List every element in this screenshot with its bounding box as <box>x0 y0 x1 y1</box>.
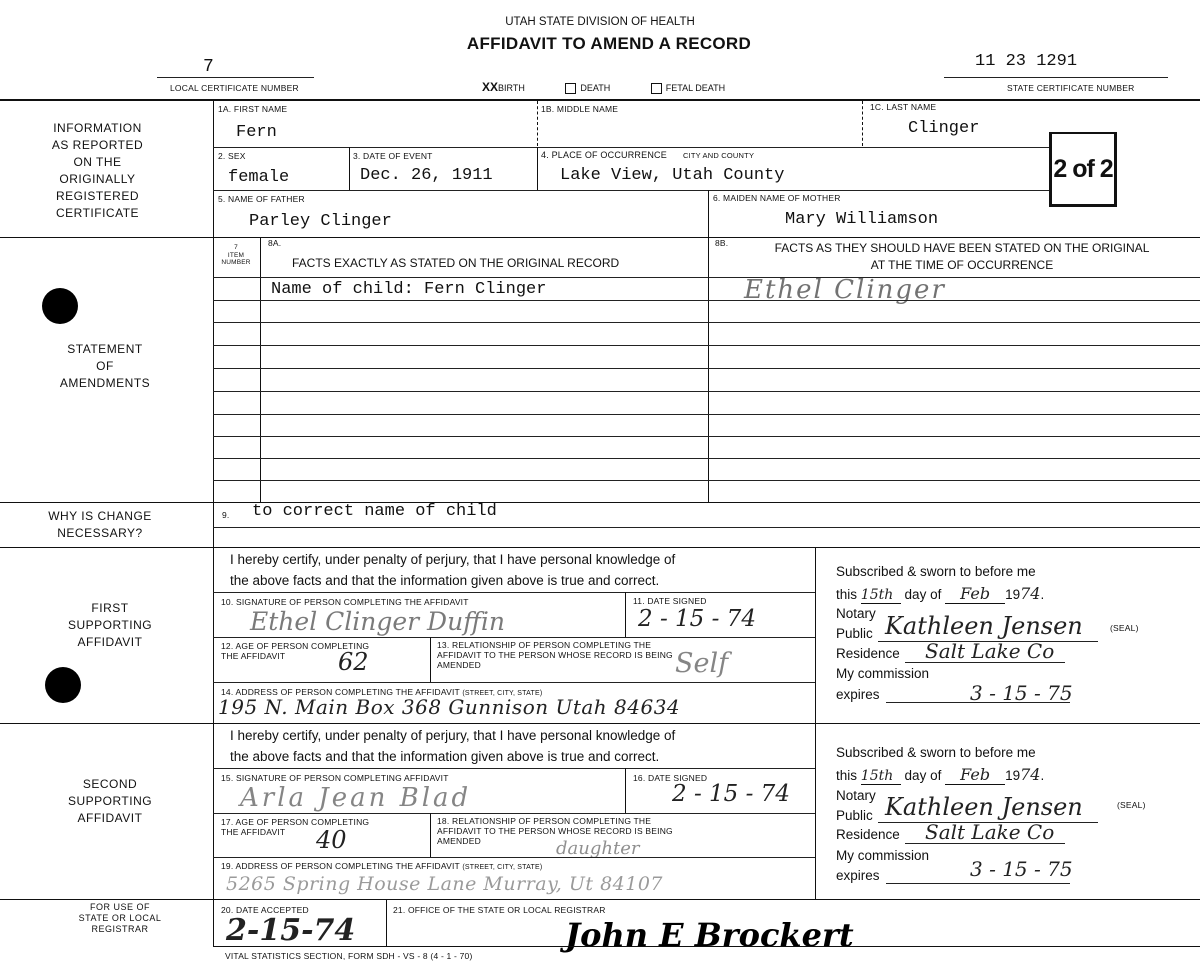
amendment-row-line <box>213 391 1200 392</box>
first-date-label: 11. DATE SIGNED <box>633 596 707 606</box>
section-border-4 <box>0 547 1200 548</box>
middle-name-label: 1B. MIDDLE NAME <box>541 104 619 114</box>
amend-row1-original[interactable]: Name of child: Fern Clinger <box>271 280 547 299</box>
father-label: 5. NAME OF FATHER <box>218 194 305 204</box>
col-b-number: 8B. <box>715 238 729 248</box>
punch-hole-top <box>42 288 78 324</box>
registrar-signature[interactable]: John E Brockert <box>565 916 854 954</box>
punch-hole-bottom <box>45 667 81 703</box>
item-number-label: 7 ITEM NUMBER <box>221 244 251 266</box>
first-residence-line <box>905 662 1065 663</box>
first-certify-text: I hereby certify, under penalty of perjury, that I have personal knowledge of the above facts and that the information given above is true and correct. <box>230 552 676 588</box>
date-label: 3. DATE OF EVENT <box>353 151 433 161</box>
date-value[interactable]: Dec. 26, 1911 <box>360 166 493 185</box>
form-footer: VITAL STATISTICS SECTION, FORM SDH - VS - 8 (4 - 1 - 70) <box>225 951 473 961</box>
row-divider-1 <box>213 147 1049 148</box>
amendment-row-line <box>213 368 1200 369</box>
section-border-6 <box>0 899 1200 900</box>
second-notary-public: Notary Public <box>836 788 876 823</box>
first-rel-label: 13. RELATIONSHIP OF PERSON COMPLETING THE AFFIDAVIT TO THE PERSON WHOSE RECORD IS BEING AMENDED <box>437 640 673 670</box>
first-signature[interactable]: Ethel Clinger Duffin <box>250 607 506 636</box>
first-date-value[interactable]: 2 - 15 - 74 <box>638 606 756 632</box>
second-expires-value: 3 - 15 - 75 <box>970 857 1073 881</box>
divider-1b-1c <box>862 101 863 146</box>
first-sig-date-divider <box>625 592 626 637</box>
second-seal: (SEAL) <box>1117 800 1146 810</box>
row-divider-2 <box>213 190 1049 191</box>
section-title-registrar: FOR USE OF STATE OR LOCAL REGISTRAR <box>78 902 162 934</box>
state-cert-number: 11 23 1291 <box>975 52 1078 71</box>
amend-row1-corrected[interactable]: Ethel Clinger <box>744 275 946 305</box>
second-sig-label: 15. SIGNATURE OF PERSON COMPLETING AFFIDAVIT <box>221 773 449 783</box>
first-age-rel-divider <box>430 637 431 682</box>
amendment-row-line <box>213 345 1200 346</box>
first-addr-label: 14. ADDRESS OF PERSON COMPLETING THE AFFIDAVIT (STREET, CITY, STATE) <box>221 687 543 697</box>
section-title-first: FIRST SUPPORTING AFFIDAVIT <box>67 601 153 649</box>
birth-xx-mark: XX <box>482 80 499 94</box>
section-border-3 <box>0 502 1200 503</box>
first-expires-label: expires <box>836 687 880 702</box>
first-left-border <box>213 547 214 723</box>
record-type-options <box>482 80 725 94</box>
form-title: AFFIDAVIT TO AMEND A RECORD <box>466 34 752 53</box>
second-notary-signature: Kathleen Jensen <box>885 793 1083 821</box>
first-notary-date-line: this 15th day of Feb 1974. <box>836 584 1045 603</box>
second-addr-value[interactable]: 5265 Spring House Lane Murray, Ut 84107 <box>226 873 664 895</box>
second-row-line-2 <box>213 813 815 814</box>
first-row-line-2 <box>213 637 815 638</box>
first-sig-label: 10. SIGNATURE OF PERSON COMPLETING THE AFFIDAVIT <box>221 597 469 607</box>
fetal-death-option[interactable]: FETAL DEATH <box>651 83 725 93</box>
place-value[interactable]: Lake View, Utah County <box>560 166 785 185</box>
birth-option[interactable]: XXBIRTH <box>482 80 525 94</box>
second-residence-label: Residence <box>836 827 900 842</box>
second-date-label: 16. DATE SIGNED <box>633 773 708 783</box>
second-rel-value[interactable]: daughter <box>556 838 640 859</box>
agency-name: UTAH STATE DIVISION OF HEALTH <box>505 16 695 28</box>
second-notary-subscribed: Subscribed & sworn to before me <box>836 745 1036 760</box>
first-rel-value[interactable]: Self <box>675 648 729 679</box>
local-cert-label: LOCAL CERTIFICATE NUMBER <box>170 83 299 93</box>
first-expires-value: 3 - 15 - 75 <box>970 681 1073 705</box>
col-a-number: 8A. <box>268 238 282 248</box>
first-age-label: 12. AGE OF PERSON COMPLETING THE AFFIDAVIT <box>221 641 370 661</box>
father-value[interactable]: Parley Clinger <box>249 212 392 231</box>
second-signature[interactable]: Arla Jean Blad <box>240 783 472 813</box>
amendment-row-line <box>213 458 1200 459</box>
local-cert-number: 7 <box>203 57 214 77</box>
second-age-value[interactable]: 40 <box>316 826 347 854</box>
place-label: 4. PLACE OF OCCURRENCE CITY AND COUNTY <box>541 150 755 160</box>
first-seal: (SEAL) <box>1110 623 1139 633</box>
local-cert-underline <box>157 77 314 78</box>
why-left-border <box>213 502 214 548</box>
section-border-5 <box>0 723 1200 724</box>
amendment-row-line <box>213 300 1200 301</box>
section-title-info: INFORMATION AS REPORTED ON THE ORIGINALLY REGISTERED CERTIFICATE <box>51 121 144 220</box>
second-notary-border <box>815 723 816 900</box>
first-notary-signature: Kathleen Jensen <box>885 612 1083 640</box>
amendment-row-line <box>213 322 1200 323</box>
top-border <box>0 99 1200 101</box>
section-title-why: WHY IS CHANGE NECESSARY? <box>48 509 152 540</box>
page-stamp: 2 of 2 <box>1049 132 1117 207</box>
first-notary-border <box>815 547 816 723</box>
first-residence-label: Residence <box>836 646 900 661</box>
divider-1a-1b <box>537 101 538 146</box>
divider-date-place <box>537 147 538 190</box>
sex-label: 2. SEX <box>218 151 246 161</box>
col-a-title: FACTS EXACTLY AS STATED ON THE ORIGINAL RECORD <box>292 256 620 270</box>
amendment-row-line <box>213 436 1200 437</box>
date-accepted-value[interactable]: 2-15-74 <box>226 913 356 948</box>
death-checkbox[interactable] <box>565 83 576 94</box>
last-name-value[interactable]: Clinger <box>908 119 980 138</box>
amendment-row-line <box>213 480 1200 481</box>
second-rel-label: 18. RELATIONSHIP OF PERSON COMPLETING THE AFFIDAVIT TO THE PERSON WHOSE RECORD IS BEING AMENDED <box>437 816 673 846</box>
mother-label: 6. MAIDEN NAME OF MOTHER <box>713 193 841 203</box>
amendment-row-line <box>213 414 1200 415</box>
first-notary-subscribed: Subscribed & sworn to before me <box>836 564 1036 579</box>
section-title-amendments: STATEMENT OF AMENDMENTS <box>59 342 151 390</box>
second-left-border <box>213 723 214 900</box>
first-commission-label: My commission <box>836 666 930 681</box>
second-addr-label: 19. ADDRESS OF PERSON COMPLETING THE AFFIDAVIT (STREET, CITY, STATE) <box>221 861 543 871</box>
last-name-label: 1C. LAST NAME <box>870 102 937 112</box>
second-date-value[interactable]: 2 - 15 - 74 <box>672 781 790 807</box>
second-age-rel-divider <box>430 813 431 857</box>
first-age-value[interactable]: 62 <box>338 648 369 676</box>
state-cert-underline <box>944 77 1168 78</box>
sex-value[interactable]: female <box>228 168 290 187</box>
second-expires-line <box>886 883 1070 884</box>
second-commission-label: My commission <box>836 848 930 863</box>
registrar-office-label: 21. OFFICE OF THE STATE OR LOCAL REGISTRAR <box>393 905 606 915</box>
first-row-line-3 <box>213 682 815 683</box>
amend-row-line-0 <box>213 277 1200 278</box>
section-border-2 <box>0 237 1200 238</box>
first-row-line-1 <box>213 592 815 593</box>
bottom-border <box>213 946 1200 947</box>
second-expires-label: expires <box>836 868 880 883</box>
fetal-death-checkbox[interactable] <box>651 83 662 94</box>
divider-father-mother <box>708 190 709 239</box>
date-accepted-label: 20. DATE ACCEPTED <box>221 905 309 915</box>
section-title-second: SECOND SUPPORTING AFFIDAVIT <box>67 777 153 825</box>
first-addr-value[interactable]: 195 N. Main Box 368 Gunnison Utah 84634 <box>218 695 681 719</box>
state-cert-label: STATE CERTIFICATE NUMBER <box>1007 83 1135 93</box>
divider-sex-date <box>349 147 350 190</box>
second-sig-date-divider <box>625 768 626 813</box>
second-row-line-3 <box>213 857 815 858</box>
first-name-label: 1A. FIRST NAME <box>218 104 288 114</box>
why-row-line <box>213 527 1200 528</box>
registrar-divider <box>386 899 387 947</box>
second-certify-text: I hereby certify, under penalty of perjury, that I have personal knowledge of the above facts and that the information given above is true and correct. <box>230 728 676 764</box>
why-number: 9. <box>222 510 230 520</box>
first-notary-public: Notary Public <box>836 606 876 641</box>
second-residence-line <box>905 843 1065 844</box>
first-residence-value: Salt Lake Co <box>925 639 1055 663</box>
second-row-line-1 <box>213 768 815 769</box>
col-b-title: FACTS AS THEY SHOULD HAVE BEEN STATED ON THE ORIGINAL AT THE TIME OF OCCURRENCE <box>774 241 1150 272</box>
death-option[interactable]: DEATH <box>565 83 610 93</box>
first-name-value[interactable]: Fern <box>236 123 277 142</box>
registrar-left-border <box>213 899 214 947</box>
why-value[interactable]: to correct name of child <box>252 502 497 521</box>
mother-value[interactable]: Mary Williamson <box>785 210 939 229</box>
second-residence-value: Salt Lake Co <box>925 820 1055 844</box>
left-column-border <box>213 99 214 239</box>
second-notary-date-line: this 15th day of Feb 1974. <box>836 765 1045 784</box>
second-age-label: 17. AGE OF PERSON COMPLETING THE AFFIDAVIT <box>221 817 370 837</box>
